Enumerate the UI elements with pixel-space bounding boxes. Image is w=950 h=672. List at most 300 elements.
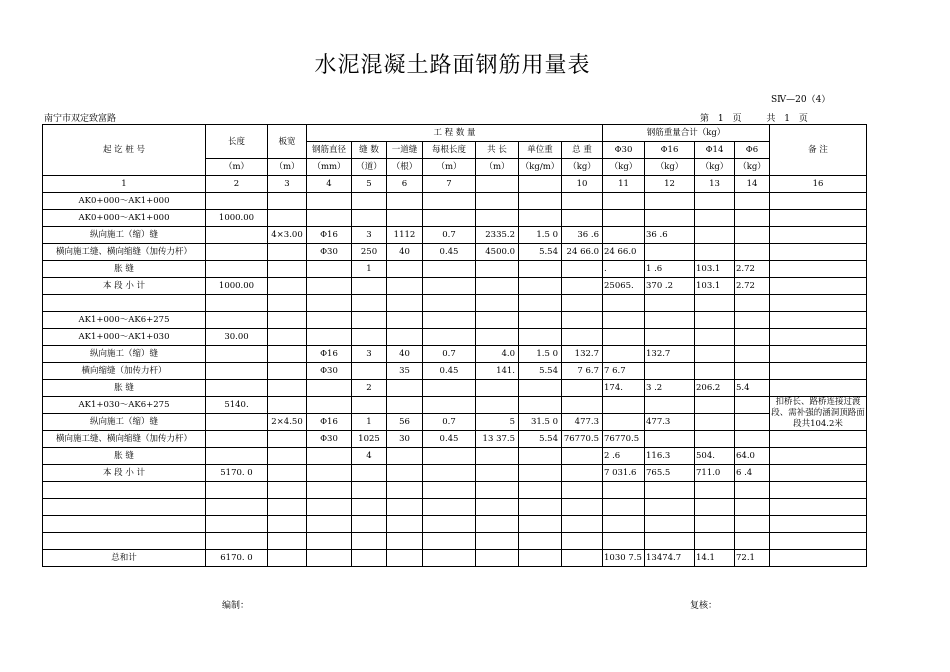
table-cell xyxy=(307,482,352,499)
table-cell: Φ30 xyxy=(307,244,352,261)
table-cell xyxy=(603,533,645,550)
table-cell xyxy=(268,533,307,550)
table-cell xyxy=(476,499,519,516)
column-number: 1 xyxy=(43,176,206,193)
table-cell xyxy=(645,363,695,380)
table-row xyxy=(43,295,867,312)
table-cell xyxy=(307,312,352,329)
table-cell xyxy=(695,193,735,210)
unit-unit-weight: （kg/m） xyxy=(519,159,562,176)
unit-per-joint: （根） xyxy=(387,159,423,176)
table-cell xyxy=(519,448,562,465)
table-cell xyxy=(695,329,735,346)
table-cell: 132.7 xyxy=(562,346,603,363)
table-cell xyxy=(352,278,387,295)
table-cell: 5.54 xyxy=(519,431,562,448)
table-cell xyxy=(476,380,519,397)
table-cell xyxy=(770,295,867,312)
table-cell: 1 .6 xyxy=(645,261,695,278)
table-cell: 103.1 xyxy=(695,278,735,295)
table-cell xyxy=(695,295,735,312)
table-cell: 1000.00 xyxy=(206,278,268,295)
unit-d6: （kg） xyxy=(735,159,770,176)
table-cell: 141. xyxy=(476,363,519,380)
page-label: 第 xyxy=(700,114,710,124)
header-total-length: 共 长 xyxy=(476,142,519,159)
table-cell xyxy=(695,482,735,499)
table-cell: 765.5 xyxy=(645,465,695,482)
table-cell xyxy=(519,499,562,516)
table-cell: 36 .6 xyxy=(562,227,603,244)
table-cell: 35 xyxy=(387,363,423,380)
table-cell xyxy=(352,499,387,516)
table-cell: 横向缩缝（加传力杆） xyxy=(43,363,206,380)
table-cell: 116.3 xyxy=(645,448,695,465)
table-cell xyxy=(695,244,735,261)
table-row xyxy=(43,482,867,499)
table-cell: 504. xyxy=(695,448,735,465)
column-number: 14 xyxy=(735,176,770,193)
table-cell xyxy=(603,516,645,533)
table-cell xyxy=(268,210,307,227)
table-cell xyxy=(562,448,603,465)
header-joints: 缝 数 xyxy=(352,142,387,159)
table-cell xyxy=(352,295,387,312)
table-cell xyxy=(206,482,268,499)
table-cell xyxy=(387,210,423,227)
table-cell xyxy=(352,329,387,346)
table-cell xyxy=(268,431,307,448)
table-cell xyxy=(603,346,645,363)
remark-cell: 扣桥长、路桥连接过渡段、需补强的涵洞顶路面段共104.2米 xyxy=(771,397,865,429)
table-cell xyxy=(476,193,519,210)
table-cell: 7 6.7 xyxy=(562,363,603,380)
table-cell xyxy=(268,448,307,465)
table-cell xyxy=(307,329,352,346)
column-number: 4 xyxy=(307,176,352,193)
table-cell xyxy=(695,431,735,448)
table-cell xyxy=(735,414,770,431)
table-cell xyxy=(645,244,695,261)
table-cell xyxy=(735,397,770,414)
table-cell xyxy=(206,346,268,363)
table-cell xyxy=(206,380,268,397)
unit-length: （m） xyxy=(206,159,268,176)
unit-each-length: （m） xyxy=(423,159,476,176)
table-cell: 6 .4 xyxy=(735,465,770,482)
table-cell xyxy=(735,312,770,329)
header-per-joint: 一道缝 xyxy=(387,142,423,159)
header-d6: Φ6 xyxy=(735,142,770,159)
table-cell: Φ16 xyxy=(307,227,352,244)
table-cell xyxy=(206,448,268,465)
table-cell: 13 37.5 xyxy=(476,431,519,448)
table-cell: Φ16 xyxy=(307,346,352,363)
table-cell: 56 xyxy=(387,414,423,431)
table-cell xyxy=(206,295,268,312)
table-cell xyxy=(206,533,268,550)
table-cell xyxy=(307,465,352,482)
drawing-code: SⅣ—20（4） xyxy=(771,95,831,105)
table-cell xyxy=(307,295,352,312)
table-cell: 477.3 xyxy=(645,414,695,431)
column-number: 16 xyxy=(770,176,867,193)
table-cell xyxy=(645,312,695,329)
table-cell: 7 6.7 xyxy=(603,363,645,380)
table-cell xyxy=(519,550,562,567)
table-cell xyxy=(206,261,268,278)
table-cell xyxy=(268,465,307,482)
header-each-length: 每根长度 xyxy=(423,142,476,159)
table-cell xyxy=(735,329,770,346)
header-unit-weight: 单位重 xyxy=(519,142,562,159)
table-cell: 24 66.0 xyxy=(603,244,645,261)
table-cell xyxy=(770,278,867,295)
unit-d14: （kg） xyxy=(695,159,735,176)
table-row xyxy=(43,312,867,329)
table-cell: 2.72 xyxy=(735,278,770,295)
table-cell xyxy=(562,516,603,533)
table-cell: 本 段 小 计 xyxy=(43,465,206,482)
table-cell xyxy=(562,295,603,312)
table-cell: 4×3.00 xyxy=(268,227,307,244)
table-cell: Φ30 xyxy=(307,431,352,448)
table-cell: AK1+000～AK6+275 xyxy=(43,312,206,329)
table-row xyxy=(43,244,867,261)
table-row xyxy=(43,329,867,346)
table-cell xyxy=(770,533,867,550)
column-number: 12 xyxy=(645,176,695,193)
table-cell: 1025 xyxy=(352,431,387,448)
table-cell xyxy=(268,397,307,414)
table-row xyxy=(43,227,867,244)
table-cell: 1.5 0 xyxy=(519,227,562,244)
table-cell xyxy=(352,312,387,329)
table-cell xyxy=(352,516,387,533)
table-cell: 370 .2 xyxy=(645,278,695,295)
table-cell xyxy=(206,363,268,380)
table-cell xyxy=(307,193,352,210)
column-number: 10 xyxy=(562,176,603,193)
table-cell xyxy=(476,482,519,499)
table-row xyxy=(43,414,867,431)
total-unit: 页 xyxy=(798,114,808,124)
table-cell xyxy=(519,329,562,346)
table-cell xyxy=(206,193,268,210)
table-cell: 2×4.50 xyxy=(268,414,307,431)
page-title: 水泥混凝土路面钢筋用量表 xyxy=(314,53,591,78)
table-cell: 0.45 xyxy=(423,363,476,380)
table-cell xyxy=(352,397,387,414)
table-cell xyxy=(268,295,307,312)
table-cell xyxy=(562,482,603,499)
table-cell xyxy=(352,465,387,482)
table-cell xyxy=(562,278,603,295)
table-cell xyxy=(387,516,423,533)
table-cell: 2 .6 xyxy=(603,448,645,465)
table-row xyxy=(43,448,867,465)
table-cell xyxy=(562,329,603,346)
table-cell xyxy=(645,499,695,516)
table-cell xyxy=(476,278,519,295)
table-cell: 72.1 xyxy=(735,550,770,567)
table-cell: 纵向施工（缩）缝 xyxy=(43,414,206,431)
table-cell xyxy=(695,414,735,431)
table-cell xyxy=(476,550,519,567)
table-cell: 5170. 0 xyxy=(206,465,268,482)
table-cell xyxy=(423,482,476,499)
unit-diameter: （mm） xyxy=(307,159,352,176)
table-cell xyxy=(307,278,352,295)
table-cell: 477.3 xyxy=(562,414,603,431)
table-cell xyxy=(387,482,423,499)
table-cell xyxy=(519,465,562,482)
table-cell xyxy=(645,482,695,499)
header-rebar-weight: 钢筋重量合计（kg） xyxy=(603,125,770,142)
table-cell: 1 xyxy=(352,414,387,431)
table-row xyxy=(43,261,867,278)
table-cell xyxy=(307,261,352,278)
table-cell: 横向施工缝、横向缩缝（加传力杆） xyxy=(43,431,206,448)
table-cell xyxy=(476,261,519,278)
table-cell xyxy=(423,210,476,227)
table-cell xyxy=(268,261,307,278)
table-cell xyxy=(387,295,423,312)
table-cell xyxy=(603,397,645,414)
table-cell: 30.00 xyxy=(206,329,268,346)
table-cell xyxy=(645,210,695,227)
table-cell xyxy=(423,465,476,482)
table-cell xyxy=(387,465,423,482)
table-cell xyxy=(562,465,603,482)
table-cell xyxy=(423,516,476,533)
table-cell: 胀 缝 xyxy=(43,261,206,278)
column-number: 5 xyxy=(352,176,387,193)
table-cell xyxy=(206,312,268,329)
table-row xyxy=(43,346,867,363)
column-number xyxy=(519,176,562,193)
header-d16: Φ16 xyxy=(645,142,695,159)
table-cell xyxy=(735,482,770,499)
table-cell xyxy=(423,533,476,550)
table-cell xyxy=(603,227,645,244)
table-cell: 5140. xyxy=(206,397,268,414)
table-cell: 25065. xyxy=(603,278,645,295)
table-cell: 纵向施工（缩）缝 xyxy=(43,227,206,244)
prepared-by: 编制： xyxy=(222,601,250,611)
table-cell xyxy=(423,380,476,397)
table-cell xyxy=(603,499,645,516)
page-unit: 页 xyxy=(732,114,742,124)
table-cell xyxy=(603,329,645,346)
table-cell xyxy=(695,516,735,533)
table-cell xyxy=(519,380,562,397)
table-cell xyxy=(387,278,423,295)
table-cell xyxy=(206,516,268,533)
unit-d16: （kg） xyxy=(645,159,695,176)
table-cell xyxy=(645,329,695,346)
table-cell xyxy=(307,550,352,567)
table-cell xyxy=(519,295,562,312)
table-cell xyxy=(476,210,519,227)
total-pages: 1 xyxy=(784,114,791,124)
table-cell: 174. xyxy=(603,380,645,397)
table-cell xyxy=(603,210,645,227)
unit-joints: （道） xyxy=(352,159,387,176)
table-cell xyxy=(735,244,770,261)
unit-d30: （kg） xyxy=(603,159,645,176)
table-cell xyxy=(603,295,645,312)
table-cell xyxy=(476,448,519,465)
table-cell: 0.45 xyxy=(423,431,476,448)
table-row xyxy=(43,550,867,567)
table-cell: 40 xyxy=(387,244,423,261)
table-cell: 6170. 0 xyxy=(206,550,268,567)
table-cell xyxy=(603,193,645,210)
table-cell: 76770.5 xyxy=(562,431,603,448)
table-cell xyxy=(387,499,423,516)
table-cell: 132.7 xyxy=(645,346,695,363)
table-cell xyxy=(562,312,603,329)
table-cell xyxy=(695,533,735,550)
header-d14: Φ14 xyxy=(695,142,735,159)
page-info xyxy=(700,111,814,124)
table-cell xyxy=(735,363,770,380)
table-cell xyxy=(352,533,387,550)
table-cell: 5.4 xyxy=(735,380,770,397)
table-cell: . xyxy=(603,261,645,278)
table-cell xyxy=(735,431,770,448)
table-cell xyxy=(387,380,423,397)
table-cell xyxy=(268,244,307,261)
table-cell: 3 xyxy=(352,227,387,244)
table-cell xyxy=(770,431,867,448)
table-cell: 1112 xyxy=(387,227,423,244)
column-number: 7 xyxy=(423,176,476,193)
table-row xyxy=(43,363,867,380)
table-cell xyxy=(770,380,867,397)
table-cell xyxy=(387,550,423,567)
table-cell: 1 xyxy=(352,261,387,278)
table-cell xyxy=(695,312,735,329)
unit-width: （m） xyxy=(268,159,307,176)
table-cell xyxy=(268,550,307,567)
table-row xyxy=(43,516,867,533)
table-cell xyxy=(645,431,695,448)
table-cell xyxy=(695,363,735,380)
table-cell xyxy=(268,516,307,533)
table-cell xyxy=(735,295,770,312)
table-cell xyxy=(562,380,603,397)
project-name: 南宁市双定致富路 xyxy=(44,114,117,124)
table-cell xyxy=(43,482,206,499)
table-cell xyxy=(268,363,307,380)
table-cell xyxy=(268,329,307,346)
table-cell xyxy=(423,397,476,414)
table-cell xyxy=(519,482,562,499)
table-cell: 30 xyxy=(387,431,423,448)
table-cell xyxy=(206,499,268,516)
table-cell xyxy=(206,244,268,261)
header-total-weight: 总 重 xyxy=(562,142,603,159)
table-cell xyxy=(352,550,387,567)
table-cell xyxy=(476,295,519,312)
table-cell xyxy=(423,261,476,278)
table-row xyxy=(43,278,867,295)
table-cell xyxy=(645,295,695,312)
table-cell xyxy=(206,431,268,448)
table-cell: 0.7 xyxy=(423,346,476,363)
table-cell xyxy=(206,414,268,431)
table-cell xyxy=(562,550,603,567)
table-cell xyxy=(519,397,562,414)
table-cell xyxy=(695,397,735,414)
table-row xyxy=(43,465,867,482)
table-cell xyxy=(307,380,352,397)
column-number-row xyxy=(43,176,867,193)
table-cell xyxy=(770,210,867,227)
header-quantities: 工 程 数 量 xyxy=(307,125,603,142)
table-cell: 0.7 xyxy=(423,227,476,244)
table-cell: 40 xyxy=(387,346,423,363)
table-cell xyxy=(735,210,770,227)
table-cell xyxy=(770,193,867,210)
table-cell: 2335.2 xyxy=(476,227,519,244)
table-cell xyxy=(770,550,867,567)
table-cell xyxy=(770,516,867,533)
column-number: 2 xyxy=(206,176,268,193)
table-cell xyxy=(735,533,770,550)
header-diameter: 钢筋直径 xyxy=(307,142,352,159)
table-cell xyxy=(695,227,735,244)
table-cell xyxy=(307,448,352,465)
table-cell: 2.72 xyxy=(735,261,770,278)
table-cell xyxy=(387,261,423,278)
table-cell xyxy=(519,210,562,227)
table-cell xyxy=(735,516,770,533)
table-cell xyxy=(43,533,206,550)
table-cell: 64.0 xyxy=(735,448,770,465)
table-cell xyxy=(476,329,519,346)
table-cell: 206.2 xyxy=(695,380,735,397)
table-cell: 5 xyxy=(476,414,519,431)
table-cell xyxy=(387,533,423,550)
table-cell xyxy=(206,227,268,244)
table-cell: AK1+000～AK1+030 xyxy=(43,329,206,346)
table-cell xyxy=(476,397,519,414)
table-cell xyxy=(735,346,770,363)
table-cell: 胀 缝 xyxy=(43,448,206,465)
table-row xyxy=(43,431,867,448)
table-cell xyxy=(735,499,770,516)
table-cell xyxy=(352,193,387,210)
table-cell: 4 xyxy=(352,448,387,465)
table-cell xyxy=(476,516,519,533)
table-cell: 36 .6 xyxy=(645,227,695,244)
reviewed-by: 复核： xyxy=(690,601,718,611)
table-cell xyxy=(645,533,695,550)
table-cell xyxy=(645,193,695,210)
unit-total-weight: （kg） xyxy=(562,159,603,176)
table-cell xyxy=(695,210,735,227)
table-cell xyxy=(770,261,867,278)
header-width: 板宽 xyxy=(268,125,307,159)
table-cell xyxy=(352,363,387,380)
table-cell: 纵向施工（缩）缝 xyxy=(43,346,206,363)
table-cell xyxy=(603,414,645,431)
table-cell xyxy=(387,193,423,210)
table-cell: 胀 缝 xyxy=(43,380,206,397)
